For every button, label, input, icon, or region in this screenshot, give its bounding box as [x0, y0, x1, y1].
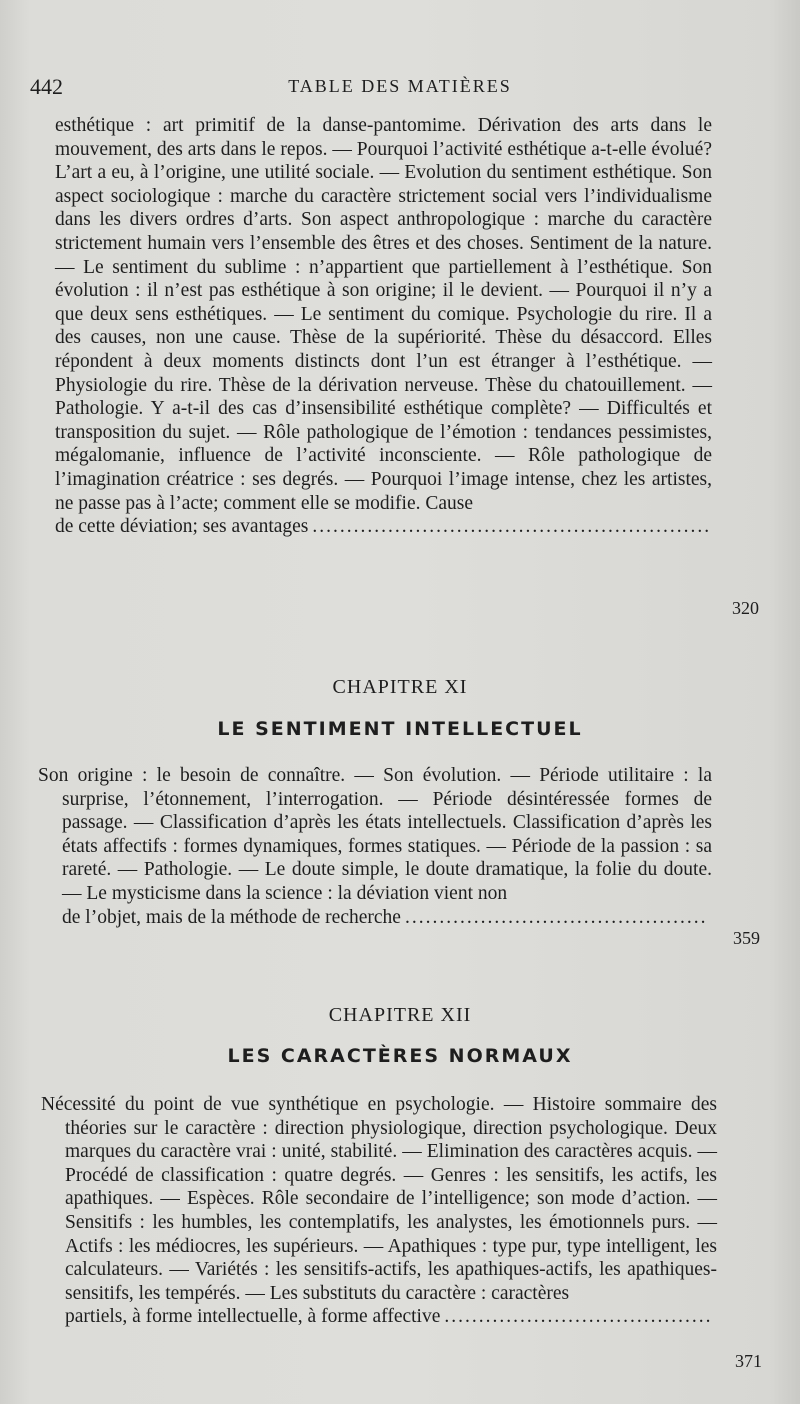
toc-entry-characters: [41, 1093, 717, 1329]
entry-summary: Son origine : le besoin de connaître. — Son évolution. — Période utilitaire : la surprise, l’étonnement, l’interrogation. — Période désintéressée formes de passage. — Classification d’après les états intellectuels. Classification d’après les états affectifs : formes dynamiques, formes statiques. — Période de la passion : sa rareté. — Pathologie. — Le doute simple, le doute dramatique, la folie du doute. — Le mysticisme dans la science : la déviation vient non: [38, 765, 712, 904]
leader-line: [55, 515, 712, 539]
entry-page-number: 359: [733, 928, 760, 948]
entry-page-number: 320: [732, 598, 759, 618]
entry-summary: Nécessité du point de vue synthétique en psychologie. — Histoire sommaire des théories sur le caractère : direction physiologique, direction psychologique. Deux marques du caractère vrai : unité, stabilité. — Elimination des caractères acquis. — Procédé de classification : quatre degrés. — Genres : les sensitifs, les actifs, les apathiques. — Espèces. Rôle secondaire de l’intelligence; son mode d’action. — Sensitifs : les humbles, les contemplatifs, les analystes, les émotionnels purs. — Actifs : les médiocres, les supérieurs. — Apathiques : type pur, type intelligent, les calculateurs. — Variétés : les sensitifs-actifs, les apathiques-actifs, les apathiques-sensitifs, les tempérés. — Les substituts du caractère : caractères: [41, 1094, 717, 1304]
toc-entry-aesthetic: [55, 114, 712, 539]
page-number: 442: [30, 74, 63, 99]
chapter-title: LES CARACTÈRES NORMAUX: [227, 1045, 573, 1067]
leader-line: [65, 1305, 717, 1329]
running-head: [30, 74, 770, 104]
entry-last-line: de cette déviation; ses avantages: [55, 516, 309, 538]
chapter-label: CHAPITRE XI: [332, 676, 468, 698]
entry-last-line: partiels, à forme intellectuelle, à forme affective: [65, 1306, 441, 1328]
dot-leader: [444, 1305, 713, 1329]
entry-page-number: 371: [735, 1351, 762, 1371]
dot-leader: [312, 515, 708, 539]
chapter-title: LE SENTIMENT INTELLECTUEL: [217, 718, 583, 740]
chapter-label: CHAPITRE XII: [328, 1004, 472, 1026]
entry-summary: esthétique : art primitif de la danse-pantomime. Dérivation des arts dans le mouvement, des arts dans le repos. — Pourquoi l’activité esthétique a-t-elle évolué? L’art a eu, à l’origine, une utilité sociale. — Evolution du sentiment esthétique. Son aspect sociologique : marche du caractère strictement social vers l’individualisme dans les divers ordres d’arts. Son aspect anthropologique : marche du caractère strictement humain vers l’ensemble des êtres et des choses. Sentiment de la nature. — Le sentiment du sublime : n’appartient que partiellement à l’esthétique. Son évolution : il n’est pas esthétique à son origine; il le devient. — Pourquoi il n’y a que deux sens esthétiques. — Le sentiment du comique. Psychologie du rire. Il a des causes, non une cause. Thèse de la supériorité. Thèse du désaccord. Elles répondent à deux moments distincts dont l’un est étranger à l’esthétique. — Physiologie du rire. Thèse de la dérivation nerveuse. Thèse du chatouillement. — Pathologie. Y a-t-il des cas d’insensibilité esthétique complète? — Difficultés et transposition du sujet. — Rôle pathologique de l’émotion : tendances pessimistes, mégalomanie, influence de l’activité inconsciente. — Rôle pathologique de l’imagination créatrice : ses degrés. — Pourquoi l’image intense, chez les artistes, ne passe pas à l’acte; comment elle se modifie. Cause: [55, 115, 712, 514]
dot-leader: [405, 906, 708, 930]
entry-last-line: de l’objet, mais de la méthode de recherche: [62, 906, 401, 928]
toc-entry-intellectual: [38, 764, 712, 929]
running-title: TABLE DES MATIÈRES: [288, 76, 512, 96]
leader-line: [62, 906, 712, 930]
